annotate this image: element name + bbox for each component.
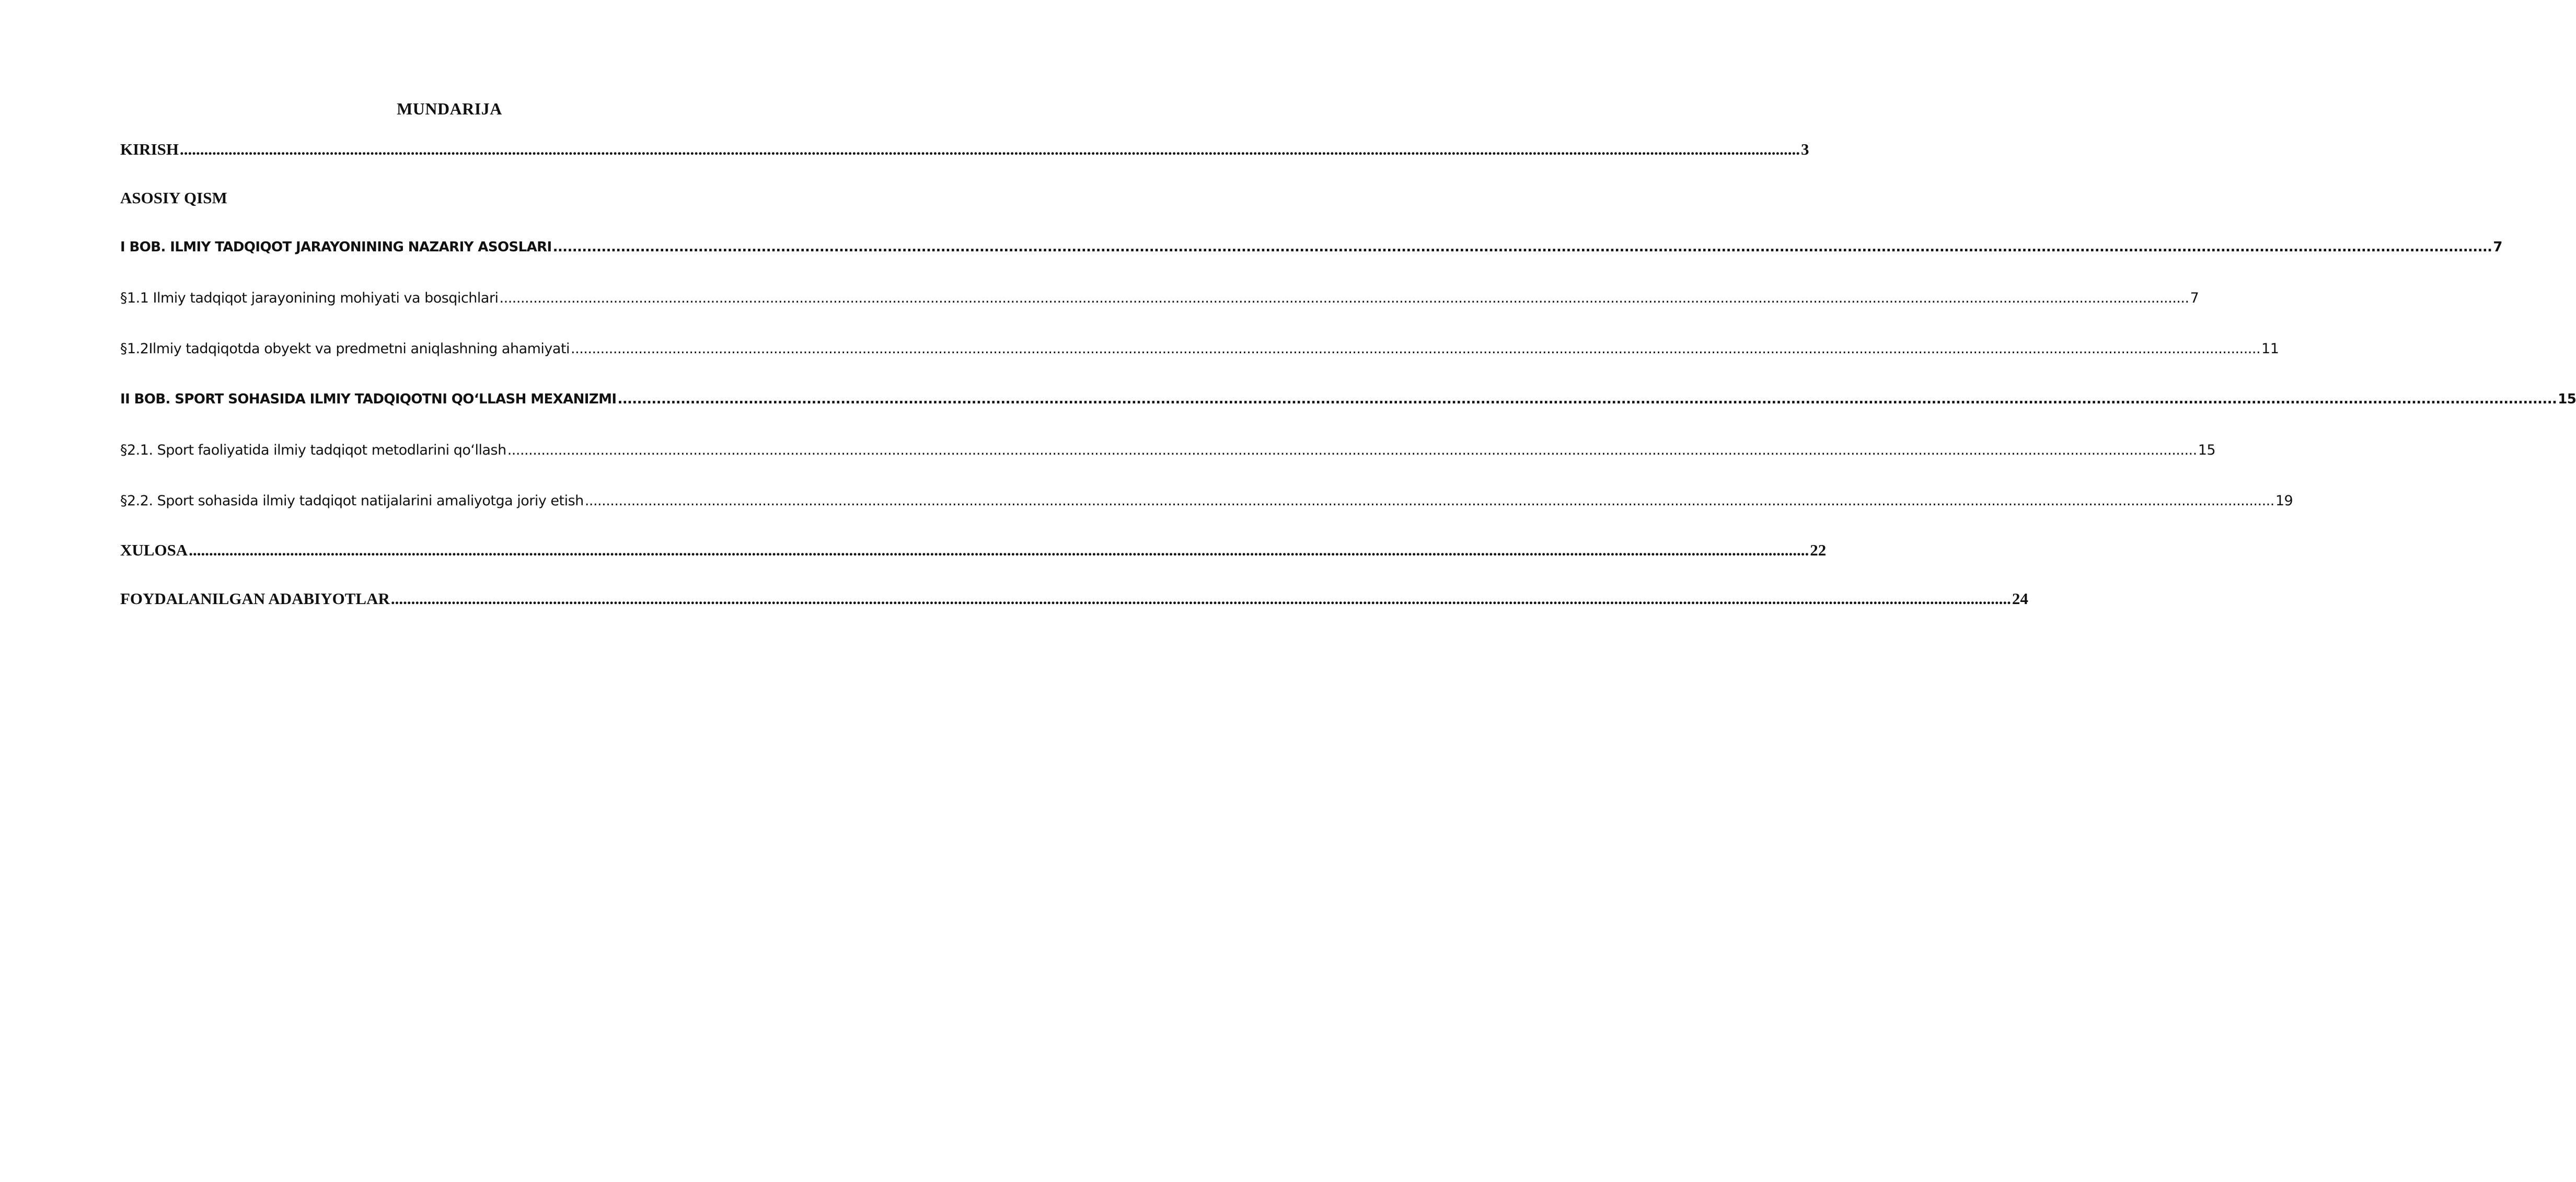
toc-entry-section-1-2 xyxy=(120,341,2279,357)
toc-section-heading: ASOSIY QISM xyxy=(120,189,227,207)
toc-entry-page: 3 xyxy=(1800,140,1809,158)
toc-entry-section-2-2 xyxy=(120,493,2293,509)
dot-leader: ................................................................................................................................................................................................................................................................................................................................................................................................................ xyxy=(584,493,2274,509)
toc-entry-page: 15 xyxy=(2198,442,2216,458)
toc-entry-label: I BOB. ILMIY TADQIQOT JARAYONINING NAZARIY ASOSLARI xyxy=(120,239,552,255)
toc-entry-section-2-1 xyxy=(120,442,2216,458)
toc-entry-chapter-1 xyxy=(120,239,2502,255)
toc-entry-label: KIRISH xyxy=(120,140,179,158)
toc-entry-page: 24 xyxy=(2012,589,2028,608)
page-title: MUNDARIJA xyxy=(397,99,502,118)
toc-entry-label: §1.2Ilmiy tadqiqotda obyekt va predmetni aniqlashning ahamiyati xyxy=(120,341,570,357)
toc-entry-label: XULOSA xyxy=(120,541,188,559)
toc-entry-page: 7 xyxy=(2190,290,2199,306)
dot-leader: ................................................................................................................................................................................................................................................................................................................................................................................................................ xyxy=(189,541,1809,559)
dot-leader: ................................................................................................................................................................................................................................................................................................................................................................................................................ xyxy=(507,442,2197,458)
dot-leader: ................................................................................................................................................................................................................................................................................................................................................................................................................ xyxy=(552,239,2492,255)
toc-entry-page: 7 xyxy=(2493,239,2502,255)
dot-leader: ................................................................................................................................................................................................................................................................................................................................................................................................................ xyxy=(499,290,2189,306)
toc-entry-label: §2.2. Sport sohasida ilmiy tadqiqot natijalarini amaliyotga joriy etish xyxy=(120,493,584,509)
toc-entry-references xyxy=(120,589,2028,608)
toc-entry-label: II BOB. SPORT SOHASIDA ILMIY TADQIQOTNI QO‘LLASH MEXANIZMI xyxy=(120,391,617,407)
toc-entry-chapter-2 xyxy=(120,391,2576,407)
toc-entry-page: 11 xyxy=(2261,341,2279,357)
toc-entry-label: FOYDALANILGAN ADABIYOTLAR xyxy=(120,589,390,608)
toc-entry-label: §2.1. Sport faoliyatida ilmiy tadqiqot metodlarini qo‘llash xyxy=(120,442,506,458)
toc-entry-label: §1.1 Ilmiy tadqiqot jarayonining mohiyati va bosqichlari xyxy=(120,290,499,306)
toc-entry-page: 15 xyxy=(2558,391,2576,407)
toc-entry-page: 19 xyxy=(2275,493,2293,509)
toc-entry-page: 22 xyxy=(1810,541,1827,559)
toc-entry-kirish xyxy=(120,140,1809,159)
toc-entry-section-1-1 xyxy=(120,290,2199,306)
toc-entry-xulosa xyxy=(120,541,1827,560)
dot-leader: ................................................................................................................................................................................................................................................................................................................................................................................................................ xyxy=(179,140,1800,158)
dot-leader: ................................................................................................................................................................................................................................................................................................................................................................................................................ xyxy=(571,341,2261,357)
dot-leader: ................................................................................................................................................................................................................................................................................................................................................................................................................ xyxy=(390,589,2011,608)
dot-leader: ................................................................................................................................................................................................................................................................................................................................................................................................................ xyxy=(617,391,2557,407)
